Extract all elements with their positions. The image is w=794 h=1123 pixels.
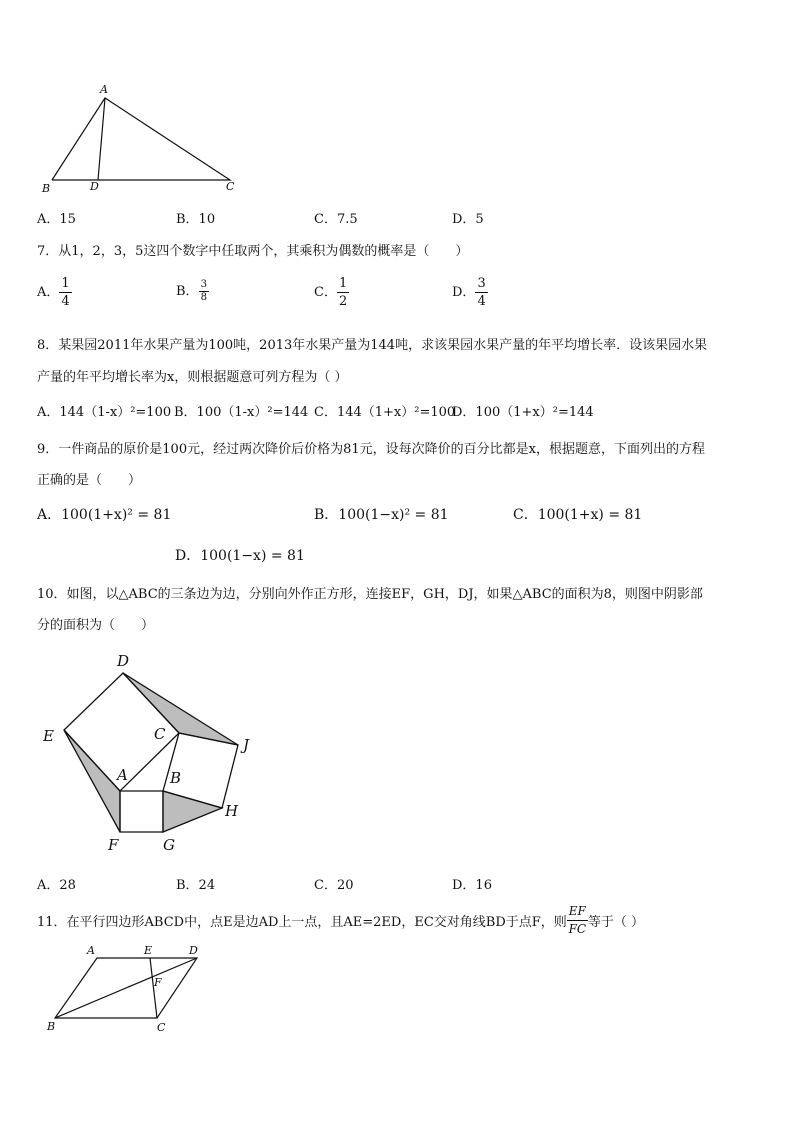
- label-A: A: [100, 83, 108, 96]
- label-J: J: [243, 736, 250, 754]
- denominator: 4: [61, 294, 70, 309]
- square-on-ab: [120, 791, 163, 832]
- q10-option-b[interactable]: B．24: [176, 878, 216, 893]
- q11-stem-before: 11．在平行四边形ABCD中，点E是边AD上一点，且AE=2ED，EC交对角线BD于点F，则: [37, 914, 567, 930]
- label-C: C: [157, 1021, 166, 1034]
- label-A: A: [117, 766, 128, 784]
- q8-option-d[interactable]: D．100（1+x）²=144: [452, 405, 594, 420]
- label-C: C: [226, 180, 235, 193]
- shaded-triangle-gh: [163, 791, 222, 832]
- q7-option-d-letter: D．: [452, 285, 476, 300]
- q7-option-b[interactable]: [176, 279, 209, 304]
- q7-option-d-fraction: [475, 275, 487, 310]
- label-B: B: [42, 182, 51, 195]
- q7-option-b-letter: B．: [176, 284, 199, 299]
- q7-stem: 7．从1，2，3，5这四个数字中任取两个，其乘积为偶数的概率是（ ）: [37, 244, 469, 259]
- q7-option-a-fraction: [59, 275, 71, 310]
- q8-stem-line1: 8．某果园2011年水果产量为100吨，2013年水果产量为144吨，求该果园水果产量的年平均增长率．设该果园水果: [37, 338, 708, 353]
- q8-option-b[interactable]: B．100（1-x）²=144: [174, 405, 309, 420]
- numerator: 3: [477, 276, 486, 291]
- q8-option-a[interactable]: A．144（1-x）²=100: [37, 405, 172, 420]
- q11-stem: [37, 900, 644, 940]
- label-F: F: [108, 836, 119, 854]
- q7-option-a-letter: A．: [37, 285, 60, 300]
- figure-q10-squares: [37, 648, 267, 860]
- label-H: H: [225, 802, 239, 820]
- q7-option-b-fraction: [199, 279, 209, 304]
- label-A: A: [87, 944, 95, 957]
- q6-option-b[interactable]: B．10: [176, 212, 216, 227]
- q7-option-c[interactable]: [314, 275, 349, 310]
- numerator: 1: [61, 276, 70, 291]
- q10-stem-line2: 分的面积为（ ）: [37, 618, 155, 633]
- label-D: D: [117, 652, 130, 670]
- q9-stem-line2: 正确的是（ ）: [37, 473, 142, 488]
- q6-option-d[interactable]: D．5: [452, 212, 484, 227]
- q6-option-c[interactable]: C．7.5: [314, 212, 358, 227]
- figure-q6-triangle: [30, 80, 260, 200]
- q10-option-c[interactable]: C．20: [314, 878, 354, 893]
- q8-stem-line2: 产量的年平均增长率为x，则根据题意可列方程为（ ）: [37, 370, 348, 385]
- q11-stem-after: 等于（ ）: [587, 914, 645, 930]
- denominator: 8: [200, 292, 207, 303]
- label-E: E: [43, 727, 54, 745]
- label-D: D: [189, 944, 198, 957]
- q9-option-b[interactable]: B．100(1−x)² = 81: [314, 507, 449, 523]
- q10-option-d[interactable]: D．16: [452, 878, 492, 893]
- q10-option-a[interactable]: A．28: [37, 878, 76, 893]
- q6-option-a[interactable]: A．15: [37, 212, 76, 227]
- denominator: 4: [477, 294, 486, 309]
- q7-option-a[interactable]: [37, 275, 72, 310]
- numerator: EF: [567, 903, 588, 921]
- q8-option-c[interactable]: C．144（1+x）²=100: [314, 405, 456, 420]
- q9-stem-line1: 9．一件商品的原价是100元，经过两次降价后价格为81元，设每次降价的百分比都是x，根据题意，下面列出的方程: [37, 442, 705, 457]
- denominator: 2: [338, 294, 348, 309]
- q7-option-c-fraction: [337, 275, 349, 310]
- q7-option-d[interactable]: [452, 275, 488, 310]
- q10-stem-line1: 10．如图，以△ABC的三条边为边，分别向外作正方形，连接EF，GH，DJ，如果△ABC的面积为8，则图中阴影部: [37, 587, 703, 602]
- numerator: 1: [338, 276, 348, 291]
- q11-fraction: [567, 903, 588, 938]
- numerator: 3: [200, 279, 207, 290]
- q9-option-c[interactable]: C．100(1+x) = 81: [513, 507, 643, 523]
- shaded-triangle-dj: [123, 673, 238, 745]
- triangle-lines: [52, 98, 230, 180]
- figure-q11-parallelogram: [37, 940, 217, 1040]
- q9-option-a[interactable]: A．100(1+x)² = 81: [37, 507, 172, 523]
- label-E: E: [144, 944, 153, 957]
- q7-option-c-letter: C．: [314, 285, 337, 300]
- label-G: G: [163, 836, 175, 854]
- q9-option-d[interactable]: D．100(1−x) = 81: [175, 548, 305, 564]
- denominator: FC: [568, 921, 587, 936]
- label-D: D: [90, 180, 99, 193]
- label-B: B: [170, 769, 182, 787]
- label-C: C: [154, 725, 166, 743]
- label-F: F: [154, 976, 162, 989]
- label-B: B: [47, 1020, 56, 1033]
